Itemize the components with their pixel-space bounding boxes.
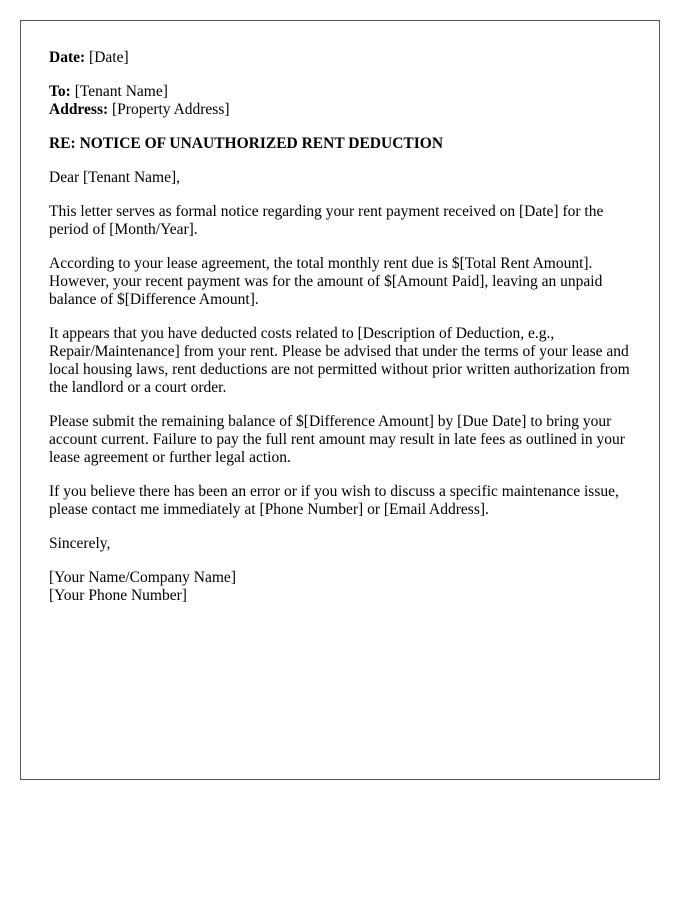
paragraph-contact: If you believe there has been an error or if you wish to discuss a specific maintenance issue, please contact me immediately at [Phone Number] or [Email Address]. <box>49 483 619 518</box>
subject-line: RE: NOTICE OF UNAUTHORIZED RENT DEDUCTION <box>49 135 444 152</box>
letter-page <box>20 20 660 780</box>
paragraph-balance: According to your lease agreement, the total monthly rent due is $[Total Rent Amount]. However, your recent payment was for the amount of $[Amount Paid], leaving an unpaid balance of $[Difference Amount]. <box>49 255 603 308</box>
signature-name: [Your Name/Company Name] <box>49 569 236 586</box>
to-value: [Tenant Name] <box>70 83 168 100</box>
closing: Sincerely, <box>49 535 111 552</box>
salutation: Dear [Tenant Name], <box>49 169 181 186</box>
address-label: Address: <box>49 101 109 118</box>
letter-body <box>49 49 639 605</box>
to-line <box>49 83 639 101</box>
date-value: [Date] <box>85 49 129 66</box>
paragraph-payment-request: Please submit the remaining balance of $[Difference Amount] by [Due Date] to bring your account current. Failure to pay the full rent amount may result in late fees as outlined in your lease agreement or further legal action. <box>49 413 625 466</box>
signature-block <box>49 569 639 605</box>
recipient-block <box>49 83 639 119</box>
to-label: To: <box>49 83 71 100</box>
date-label: Date: <box>49 49 86 66</box>
paragraph-deduction: It appears that you have deducted costs related to [Description of Deduction, e.g., Repair/Maintenance] from your rent. Please be advised that under the terms of your lease and local housing laws, rent deductions are not permitted without prior written authorization from the landlord or a court order. <box>49 325 630 396</box>
paragraph-payment-notice: This letter serves as formal notice regarding your rent payment received on [Date] for the period of [Month/Year]. <box>49 203 604 238</box>
signature-phone: [Your Phone Number] <box>49 587 187 604</box>
address-line <box>49 101 639 119</box>
address-value: [Property Address] <box>108 101 230 118</box>
date-line <box>49 49 639 67</box>
